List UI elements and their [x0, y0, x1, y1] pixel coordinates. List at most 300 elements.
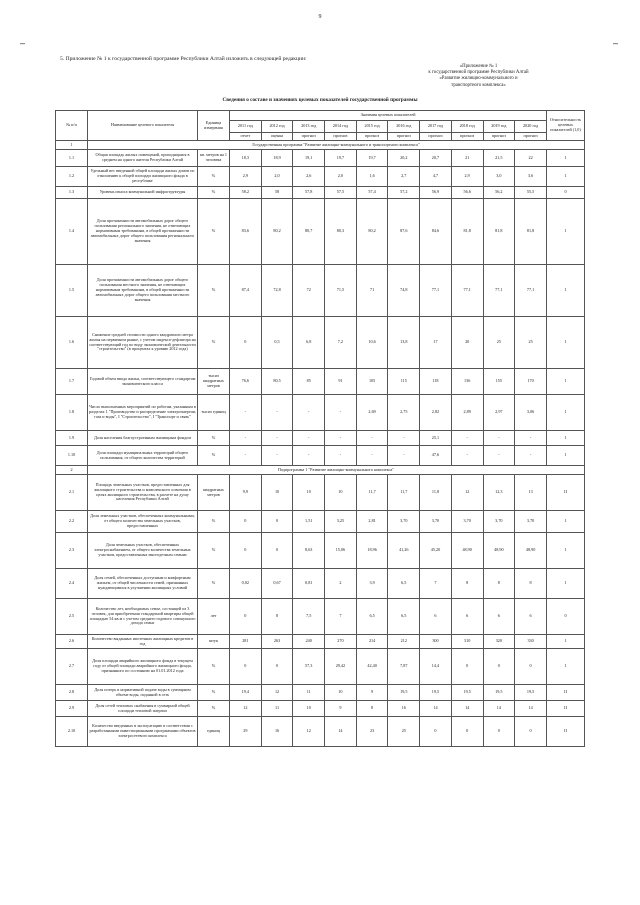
- unit-cell: кв. метров на 1 человека: [198, 150, 230, 167]
- indicator-name: Доля площади аварийного жилищного фонда в текущем году от общей площади аварийного жилищного фонда, признанного по состоянию на 01.01.2012 года: [88, 649, 198, 685]
- value-cell: 21,5: [483, 150, 515, 167]
- value-cell: 240: [293, 635, 325, 649]
- value-cell: 0: [515, 649, 547, 685]
- value-cell: 18,3: [230, 150, 262, 167]
- value-cell: 11,8: [420, 475, 452, 511]
- value-cell: 3,70: [420, 511, 452, 533]
- value-cell: 13: [515, 475, 547, 511]
- row-number: 1.7: [56, 369, 88, 395]
- value-cell: -: [293, 395, 325, 431]
- right-dash: –: [612, 38, 618, 48]
- value-cell: 214: [356, 635, 388, 649]
- value-cell: 83,6: [230, 199, 262, 265]
- row-number: 1.2: [56, 167, 88, 187]
- value-cell: 105: [356, 369, 388, 395]
- status-header: оценка: [261, 133, 293, 141]
- value-cell: 56,9: [420, 187, 452, 199]
- unit-cell: %: [198, 167, 230, 187]
- relative-cell: II: [547, 717, 585, 747]
- status-header: прогноз: [515, 133, 547, 141]
- table-row: [56, 701, 585, 717]
- value-cell: 3,6: [515, 167, 547, 187]
- value-cell: 4,7: [420, 167, 452, 187]
- row-number: 2.10: [56, 717, 88, 747]
- value-cell: 281: [230, 635, 262, 649]
- value-cell: -: [261, 446, 293, 466]
- indicator-name: Годовой объем ввода жилья, соответствующего стандартам экономического класса: [88, 369, 198, 395]
- value-cell: 19,5: [515, 685, 547, 701]
- row-number: 1.4: [56, 199, 88, 265]
- value-cell: 48,90: [451, 533, 483, 569]
- value-cell: 80,2: [356, 199, 388, 265]
- header-number: № п/п: [56, 111, 88, 141]
- value-cell: 0: [451, 717, 483, 747]
- value-cell: 80,3: [325, 199, 357, 265]
- table-row: [56, 167, 585, 187]
- table-row: [56, 685, 585, 701]
- value-cell: 6: [483, 599, 515, 635]
- relative-cell: 1: [547, 649, 585, 685]
- row-number: 1.5: [56, 265, 88, 317]
- value-cell: 7: [325, 599, 357, 635]
- row-number: 1.3: [56, 187, 88, 199]
- relative-cell: 1: [547, 533, 585, 569]
- unit-cell: лет: [198, 599, 230, 635]
- value-cell: 1,51: [293, 511, 325, 533]
- value-cell: -: [515, 431, 547, 446]
- status-header: прогноз: [388, 133, 420, 141]
- value-cell: 81,8: [483, 199, 515, 265]
- status-header: прогноз: [420, 133, 452, 141]
- value-cell: 91: [325, 369, 357, 395]
- indicator-name: Количество выданных ипотечных жилищных кредитов в год: [88, 635, 198, 649]
- value-cell: 57,4: [356, 187, 388, 199]
- value-cell: 0: [230, 649, 262, 685]
- header-name: Наименование целевого показателя: [88, 111, 198, 141]
- value-cell: 19,1: [293, 150, 325, 167]
- value-cell: 1,6: [356, 167, 388, 187]
- value-cell: 47,6: [420, 446, 452, 466]
- status-header: прогноз: [483, 133, 515, 141]
- value-cell: 42,40: [356, 649, 388, 685]
- unit-cell: %: [198, 431, 230, 446]
- appendix-line-4: транспортного комплекса»: [451, 82, 506, 88]
- value-cell: 77,1: [515, 265, 547, 317]
- value-cell: 7,2: [325, 317, 357, 369]
- value-cell: 0: [420, 717, 452, 747]
- value-cell: 45,20: [420, 533, 452, 569]
- value-cell: 10: [293, 475, 325, 511]
- value-cell: -: [230, 431, 262, 446]
- indicator-name: Доля потерь в нормативной подаче воды в суммарном объеме воды, поданной в сеть: [88, 685, 198, 701]
- value-cell: 12: [230, 701, 262, 717]
- value-cell: 41,26: [388, 533, 420, 569]
- unit-cell: %: [198, 265, 230, 317]
- value-cell: 0: [451, 649, 483, 685]
- value-cell: 8: [451, 569, 483, 599]
- value-cell: 2,97: [483, 395, 515, 431]
- value-cell: 0: [483, 649, 515, 685]
- value-cell: -: [261, 431, 293, 446]
- value-cell: 6: [515, 599, 547, 635]
- value-cell: 77,1: [483, 265, 515, 317]
- value-cell: 14: [515, 701, 547, 717]
- value-cell: 6,8: [293, 317, 325, 369]
- year-header: 2015 год: [356, 121, 388, 133]
- value-cell: 81,8: [515, 199, 547, 265]
- unit-cell: %: [198, 446, 230, 466]
- value-cell: 2,7: [388, 167, 420, 187]
- year-header: 2012 год: [261, 121, 293, 133]
- relative-cell: 1: [547, 150, 585, 167]
- value-cell: 23: [356, 717, 388, 747]
- indicator-name: Уровень износа коммунальной инфраструктуры: [88, 187, 198, 199]
- value-cell: 0: [483, 717, 515, 747]
- row-number: 2.4: [56, 569, 88, 599]
- value-cell: 19,5: [483, 685, 515, 701]
- value-cell: 25: [515, 317, 547, 369]
- section-number: 1: [56, 141, 88, 150]
- indicator-name: Удельный вес введенной общей площади жилых домов по отношению к общей площади жилищного фонда в республике: [88, 167, 198, 187]
- value-cell: 8,63: [293, 533, 325, 569]
- value-cell: 8: [483, 569, 515, 599]
- value-cell: 0: [230, 599, 262, 635]
- status-header: прогноз: [356, 133, 388, 141]
- value-cell: 12: [261, 685, 293, 701]
- section-title: Государственная программа "Развитие жилищно-коммунального и транспортного комплекса": [88, 141, 585, 150]
- intro-text: 5. Приложение № 1 к государственной программе Республики Алтай изложить в следующей редакции:: [60, 56, 307, 62]
- table-row: [56, 395, 585, 431]
- value-cell: 80,7: [293, 199, 325, 265]
- value-cell: 20,7: [420, 150, 452, 167]
- value-cell: 3,70: [388, 511, 420, 533]
- indicator-name: Количество введенных в эксплуатацию в соответствии с разработанными инвестиционными программами объектов электросетевого комплекса: [88, 717, 198, 747]
- year-header: 2017 год: [420, 121, 452, 133]
- value-cell: 14: [325, 717, 357, 747]
- value-cell: 10: [293, 701, 325, 717]
- header-relative: Относительность целевых показателей (1,0): [547, 111, 585, 141]
- section-title: Подпрограмма 1 "Развитие жилищно-коммунального комплекса": [88, 466, 585, 475]
- value-cell: 14: [483, 701, 515, 717]
- section-row: [56, 141, 585, 150]
- row-number: 2.5: [56, 599, 88, 635]
- row-number: 1.10: [56, 446, 88, 466]
- table-row: [56, 569, 585, 599]
- value-cell: -: [451, 431, 483, 446]
- table-row: [56, 265, 585, 317]
- value-cell: 16: [261, 717, 293, 747]
- value-cell: 29,42: [325, 649, 357, 685]
- value-cell: 19,7: [325, 150, 357, 167]
- value-cell: 0,67: [261, 569, 293, 599]
- indicator-name: Общая площадь жилых помещений, приходящаяся в среднем на одного жителя Республики Алтай: [88, 150, 198, 167]
- value-cell: -: [388, 446, 420, 466]
- year-header: 2016 год: [388, 121, 420, 133]
- table-row: [56, 511, 585, 533]
- indicators-table: [55, 110, 585, 747]
- value-cell: 0: [261, 511, 293, 533]
- value-cell: 10: [261, 475, 293, 511]
- value-cell: 2,69: [356, 395, 388, 431]
- value-cell: 18,96: [356, 533, 388, 569]
- value-cell: 9: [356, 685, 388, 701]
- unit-cell: штук: [198, 635, 230, 649]
- value-cell: 0: [230, 317, 262, 369]
- value-cell: 9,9: [230, 475, 262, 511]
- value-cell: -: [325, 395, 357, 431]
- indicator-name: Доля протяженности автомобильных дорог общего пользования местного значения, не отвечающих нормативным требованиям, в общей протяженности автомобильных дорог общего пользования местного значения: [88, 265, 198, 317]
- value-cell: 29: [230, 717, 262, 747]
- row-number: 2.1: [56, 475, 88, 511]
- value-cell: 3,70: [451, 511, 483, 533]
- value-cell: 11,7: [388, 475, 420, 511]
- value-cell: 76,6: [230, 369, 262, 395]
- value-cell: 2,0: [325, 167, 357, 187]
- value-cell: -: [230, 446, 262, 466]
- year-header: 2011 год: [230, 121, 262, 133]
- row-number: 1.9: [56, 431, 88, 446]
- table-row: [56, 150, 585, 167]
- status-header: отчет: [230, 133, 262, 141]
- value-cell: 320: [483, 635, 515, 649]
- relative-cell: 1: [547, 446, 585, 466]
- value-cell: 72,8: [261, 265, 293, 317]
- value-cell: 2,6: [293, 167, 325, 187]
- row-number: 1.6: [56, 317, 88, 369]
- indicator-name: Доля площади муниципальных территорий общего пользования, от общего количества территорий: [88, 446, 198, 466]
- value-cell: 56,6: [451, 187, 483, 199]
- value-cell: -: [483, 431, 515, 446]
- value-cell: -: [325, 446, 357, 466]
- value-cell: 310: [451, 635, 483, 649]
- value-cell: 18,9: [261, 150, 293, 167]
- value-cell: 0: [230, 511, 262, 533]
- table-row: [56, 369, 585, 395]
- value-cell: 6,5: [388, 569, 420, 599]
- row-number: 1.8: [56, 395, 88, 431]
- unit-cell: %: [198, 701, 230, 717]
- value-cell: 2,9: [230, 167, 262, 187]
- value-cell: 20: [451, 317, 483, 369]
- appendix-header: [391, 64, 566, 89]
- table-row: [56, 635, 585, 649]
- value-cell: 17: [420, 317, 452, 369]
- value-cell: 74,8: [388, 265, 420, 317]
- indicator-name: Доля протяженности автомобильных дорог общего пользования регионального значения, не отвечающих нормативным требованиям, в общей протяженности автомобильных дорог общего пользования регионального значения: [88, 199, 198, 265]
- value-cell: 155: [483, 369, 515, 395]
- value-cell: 55,5: [515, 187, 547, 199]
- value-cell: 25: [388, 717, 420, 747]
- value-cell: 15,06: [325, 533, 357, 569]
- value-cell: 57,8: [293, 187, 325, 199]
- value-cell: 6,5: [356, 599, 388, 635]
- unit-cell: тысяч квадратных метров: [198, 369, 230, 395]
- value-cell: 0: [261, 649, 293, 685]
- value-cell: 14: [451, 701, 483, 717]
- value-cell: -: [293, 446, 325, 466]
- value-cell: 8: [261, 599, 293, 635]
- value-cell: 57,2: [388, 187, 420, 199]
- value-cell: 7: [420, 569, 452, 599]
- table-row: [56, 187, 585, 199]
- value-cell: 14,4: [420, 649, 452, 685]
- value-cell: 80,2: [261, 199, 293, 265]
- indicator-name: Доля сетей тепловых снабжения в суммарной общей площади тепловой энергии: [88, 701, 198, 717]
- value-cell: 3,70: [515, 511, 547, 533]
- value-cell: 85: [293, 369, 325, 395]
- value-cell: 0,81: [293, 569, 325, 599]
- value-cell: 48,90: [515, 533, 547, 569]
- value-cell: 300: [420, 635, 452, 649]
- value-cell: 8: [356, 701, 388, 717]
- relative-cell: 0: [547, 187, 585, 199]
- indicator-name: Количество лет, необходимых семье, состоящей из 3 человек, для приобретения стандартной квартиры общей площадью 54 кв.м с учетом среднего годового совокупного дохода семьи: [88, 599, 198, 635]
- value-cell: 7,5: [293, 599, 325, 635]
- value-cell: -: [388, 431, 420, 446]
- table-row: [56, 431, 585, 446]
- unit-cell: тысяч единиц: [198, 395, 230, 431]
- value-cell: 58: [261, 187, 293, 199]
- value-cell: 81,8: [451, 199, 483, 265]
- value-cell: 115: [388, 369, 420, 395]
- value-cell: 118: [420, 369, 452, 395]
- value-cell: -: [515, 446, 547, 466]
- appendix-line-2: к государственной программе Республики Алтай: [428, 70, 529, 76]
- value-cell: 330: [515, 635, 547, 649]
- value-cell: 25: [483, 317, 515, 369]
- value-cell: 72: [293, 265, 325, 317]
- indicator-name: Доля земельных участков, обеспеченных коммунальными, от общего количества земельных участков, предоставленных: [88, 511, 198, 533]
- value-cell: 14: [420, 701, 452, 717]
- table-row: [56, 599, 585, 635]
- value-cell: 11,7: [356, 475, 388, 511]
- value-cell: 48,90: [483, 533, 515, 569]
- indicator-name: Доля населения благоустроенным жилищным фондом: [88, 431, 198, 446]
- value-cell: 19,5: [451, 685, 483, 701]
- value-cell: 87,6: [388, 199, 420, 265]
- value-cell: 12: [451, 475, 483, 511]
- table-row: [56, 199, 585, 265]
- value-cell: 2,0: [261, 167, 293, 187]
- value-cell: 0: [230, 533, 262, 569]
- value-cell: -: [293, 431, 325, 446]
- value-cell: 2,89: [451, 395, 483, 431]
- value-cell: -: [230, 395, 262, 431]
- value-cell: 19,7: [356, 150, 388, 167]
- value-cell: 19,4: [230, 685, 262, 701]
- value-cell: -: [356, 446, 388, 466]
- relative-cell: 1: [547, 431, 585, 446]
- row-number: 1.1: [56, 150, 88, 167]
- relative-cell: II: [547, 475, 585, 511]
- value-cell: 2,75: [388, 395, 420, 431]
- relative-cell: 1: [547, 369, 585, 395]
- unit-cell: %: [198, 187, 230, 199]
- value-cell: 21: [451, 150, 483, 167]
- relative-cell: 0: [547, 599, 585, 635]
- status-header: прогноз: [293, 133, 325, 141]
- value-cell: 9: [325, 701, 357, 717]
- unit-cell: квадратных метров: [198, 475, 230, 511]
- unit-cell: %: [198, 199, 230, 265]
- value-cell: 2: [325, 569, 357, 599]
- unit-cell: %: [198, 649, 230, 685]
- row-number: 2.6: [56, 635, 88, 649]
- value-cell: 6: [420, 599, 452, 635]
- value-cell: 80,5: [261, 369, 293, 395]
- relative-cell: II: [547, 685, 585, 701]
- value-cell: 270: [325, 635, 357, 649]
- value-cell: 0: [515, 717, 547, 747]
- section-number: 2: [56, 466, 88, 475]
- value-cell: 77,1: [420, 265, 452, 317]
- value-cell: 170: [515, 369, 547, 395]
- value-cell: -: [261, 395, 293, 431]
- table-row: [56, 533, 585, 569]
- page-number: 9: [318, 14, 322, 20]
- relative-cell: II: [547, 701, 585, 717]
- value-cell: 57,5: [325, 187, 357, 199]
- value-cell: 2,82: [420, 395, 452, 431]
- value-cell: 56,2: [483, 187, 515, 199]
- indicator-name: Доля семей, обеспеченных доступным и комфортным жильем, от общей численности семей, признанных нуждающимися в улучшении жилищных условий: [88, 569, 198, 599]
- row-number: 2.8: [56, 685, 88, 701]
- row-number: 2.9: [56, 701, 88, 717]
- value-cell: -: [356, 431, 388, 446]
- unit-cell: %: [198, 317, 230, 369]
- value-cell: 2,81: [356, 511, 388, 533]
- unit-cell: %: [198, 685, 230, 701]
- indicator-name: Доля земельных участков, обеспеченных электроснабжением, от общего количества земельных участков, предоставленных многодетным семьям: [88, 533, 198, 569]
- value-cell: 12,3: [483, 475, 515, 511]
- table-row: [56, 717, 585, 747]
- table-row: [56, 475, 585, 511]
- value-cell: -: [451, 446, 483, 466]
- value-cell: 13,8: [388, 317, 420, 369]
- value-cell: 10: [325, 685, 357, 701]
- appendix-line-1: «Приложение № 1: [459, 64, 498, 69]
- value-cell: 0,5: [261, 317, 293, 369]
- relative-cell: 1: [547, 395, 585, 431]
- value-cell: 7,87: [388, 649, 420, 685]
- value-cell: -: [483, 446, 515, 466]
- unit-cell: %: [198, 569, 230, 599]
- value-cell: 0: [261, 533, 293, 569]
- value-cell: 87,4: [230, 265, 262, 317]
- relative-cell: 1: [547, 317, 585, 369]
- status-header: прогноз: [451, 133, 483, 141]
- value-cell: 58,2: [230, 187, 262, 199]
- relative-cell: 1: [547, 167, 585, 187]
- value-cell: 3,9: [356, 569, 388, 599]
- year-header: 2019 год: [483, 121, 515, 133]
- appendix-line-3: «Развитие жилищно-коммунального и: [439, 76, 518, 82]
- value-cell: 10,6: [356, 317, 388, 369]
- unit-cell: %: [198, 533, 230, 569]
- row-number: 2.2: [56, 511, 88, 533]
- year-header: 2020 год: [515, 121, 547, 133]
- value-cell: 11: [293, 685, 325, 701]
- header-unit: Единица измерения: [198, 111, 230, 141]
- value-cell: 16: [388, 701, 420, 717]
- table-row: [56, 317, 585, 369]
- value-cell: 57,3: [293, 649, 325, 685]
- value-cell: 22: [515, 150, 547, 167]
- year-header: 2013 год: [293, 121, 325, 133]
- value-cell: 19,5: [388, 685, 420, 701]
- value-cell: 0,02: [230, 569, 262, 599]
- relative-cell: 1: [547, 635, 585, 649]
